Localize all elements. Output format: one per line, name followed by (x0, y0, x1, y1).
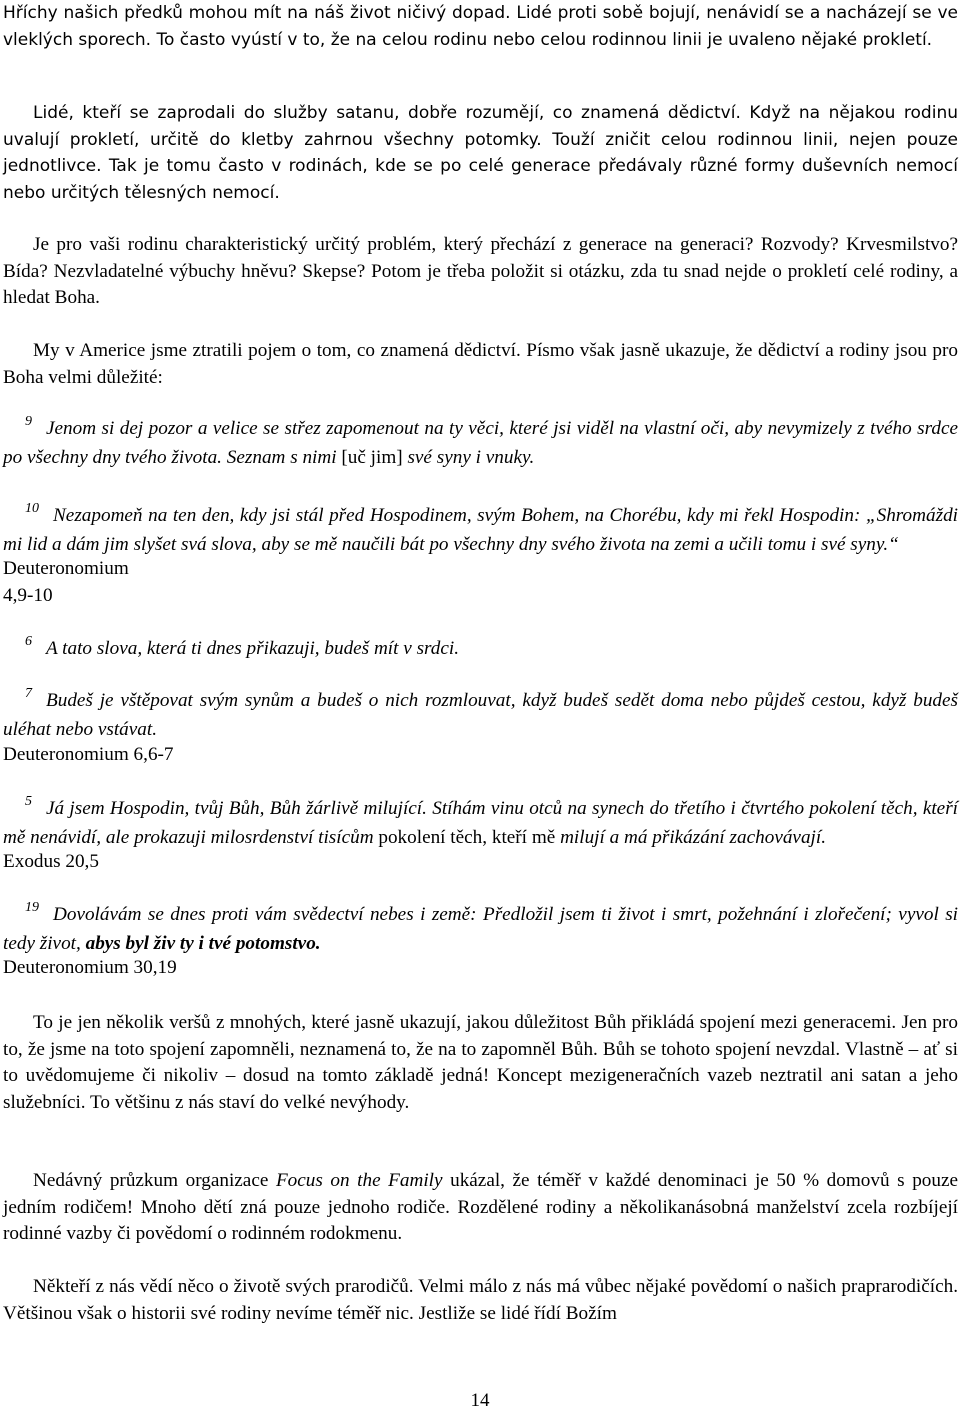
paragraph-grandparents: Někteří z nás vědí něco o životě svých prarodičů. Velmi málo z nás má vůbec nějaké povědomí o našich praprarodičích. Většinou však o historii své rodiny nevíme téměř nic. Jestliže se lidé řídí Božím (3, 1276, 958, 1324)
verse-text: A tato slova, která ti dnes přikazuji, budeš mít v srdci. (46, 638, 460, 659)
paragraph-america: My v Americe jsme ztratili pojem o tom, co znamená dědictví. Písmo však jasně ukazuje, že dědictví a rodiny jsou pro Boha velmi důležité: (3, 340, 958, 388)
verse-exodus-20-5 (3, 796, 958, 851)
verse-bracket: [uč jim] (341, 446, 403, 468)
verse-number: 7 (25, 686, 32, 701)
verse-deut-4-9 (3, 416, 958, 471)
verse-text-end: milují a má přikázání zachovávají. (555, 826, 826, 848)
verse-text: Nezapomeň na ten den, kdy jsi stál před Hospodinem, svým Bohem, na Chorébu, kdy mi řekl Hospodin: „Shromáždi mi lid a dám jim slyšet svá slova, aby se mě naučili bát po všechny dny svého života na zemi a učili tomu i své syny.“ (3, 505, 958, 555)
survey-text-b: ukázal, že téměř v každé denominaci je 50 % domovů s pouze jedním rodičem! Mnoho dětí zná pouze jednoho rodiče. Rozdělené rodiny a několikanásobná manželství zcela rozbíjejí rodinné vazby či povědomí o rodinném rodokmenu. (3, 1170, 959, 1244)
reference-deut-30: Deuteronomium 30,19 (3, 957, 177, 978)
reference-deut-6: Deuteronomium 6,6-7 (3, 744, 174, 765)
verse-text: Budeš je vštěpovat svým synům a budeš o nich rozmlouvat, když budeš sedět doma nebo půjdeš cestou, když budeš uléhat nebo vstávat. (3, 690, 958, 740)
page-number: 14 (470, 1390, 490, 1411)
verse-text: Jenom si dej pozor a velice se střez zapomenout na ty věci, které jsi viděl na vlastní oči, aby nevymizely z tvého srdce po všechny dny tvého života. Seznam s nimi (3, 418, 958, 468)
verse-bold: abys byl živ ty i tvé potomstvo. (85, 932, 321, 954)
paragraph-curses: Hříchy našich předků mohou mít na náš život ničivý dopad. Lidé proti sobě bojují, nenávidí se a nacházejí se ve vleklých sporech. To často vyústí v to, že na celou rodinu nebo celou rodinnou linii je uvaleno nějaké prokletí. (3, 3, 958, 50)
verse-reference (3, 556, 958, 609)
paragraph-survey (3, 1168, 958, 1248)
reference-deut-4: Deuteronomium 4,9-10 (3, 558, 129, 606)
verse-deut-4-10 (3, 503, 958, 558)
verse-reference (3, 849, 958, 876)
verse-number: 10 (25, 501, 39, 516)
verse-text-end: své syny i vnuky. (402, 446, 535, 468)
verse-number: 5 (25, 794, 32, 809)
verse-number: 9 (25, 414, 32, 429)
verse-number: 6 (25, 634, 32, 649)
verse-deut-6-7 (3, 688, 958, 743)
reference-exodus: Exodus 20,5 (3, 851, 99, 872)
verse-text: Já jsem Hospodin, tvůj Bůh, Bůh žárlivě milující. Stíhám vinu otců na synech do třetího i čtvrtého pokolení těch, kteří mě nenávidí, ale prokazuji milosrdenství tisícům (3, 798, 958, 848)
verse-number: 19 (25, 900, 39, 915)
paragraph-generations: To je jen několik veršů z mnohých, které jasně ukazují, jakou důležitost Bůh přikládá spojení mezi generacemi. Jen pro to, že jsme na toto spojení zapomněli, neznamená to, že na to zapomněl Bůh. Bůh se tohoto spojení nevzdal. Vlastně – ať si to uvědomujeme či nikoliv – dosud na tomto základě jedná! Koncept mezigeneračních vazeb neztratil ani satan a jeho služebníci. To většinu z nás staví do velké nevýhody. (3, 1012, 958, 1113)
verse-text: Dovolávám se dnes proti vám svědectví nebes i země: Předložil jsem ti život i smrt, požehnání i zlořečení; vyvol si tedy život, (3, 904, 958, 954)
paragraph-inheritance: Lidé, kteří se zaprodali do služby satanu, dobře rozumějí, co znamená dědictví. Když na nějakou rodinu uvalují prokletí, určitě do kletby zahrnou všechny potomky. Touží zničit celou rodinnou linii, nejen pouze jednotlivce. Tak je tomu často v rodinách, kde se po celé generace předávaly různé formy duševních nemocí nebo určitých tělesných nemocí. (3, 103, 958, 203)
verse-plain: pokolení těch, kteří mě (378, 826, 556, 848)
survey-text-a: Nedávný průzkum organizace (33, 1170, 276, 1191)
focus-on-the-family: Focus on the Family (275, 1170, 443, 1191)
paragraph-family-problem: Je pro vaši rodinu charakteristický určitý problém, který přechází z generace na generaci? Rozvody? Krvesmilstvo? Bída? Nezvladatelné výbuchy hněvu? Skepse? Potom je třeba položit si otázku, zda tu snad nejde o prokletí celé rodiny, a hledat Boha. (3, 234, 958, 308)
verse-deut-30-19 (3, 902, 958, 957)
verse-deut-6-6 (3, 636, 958, 665)
